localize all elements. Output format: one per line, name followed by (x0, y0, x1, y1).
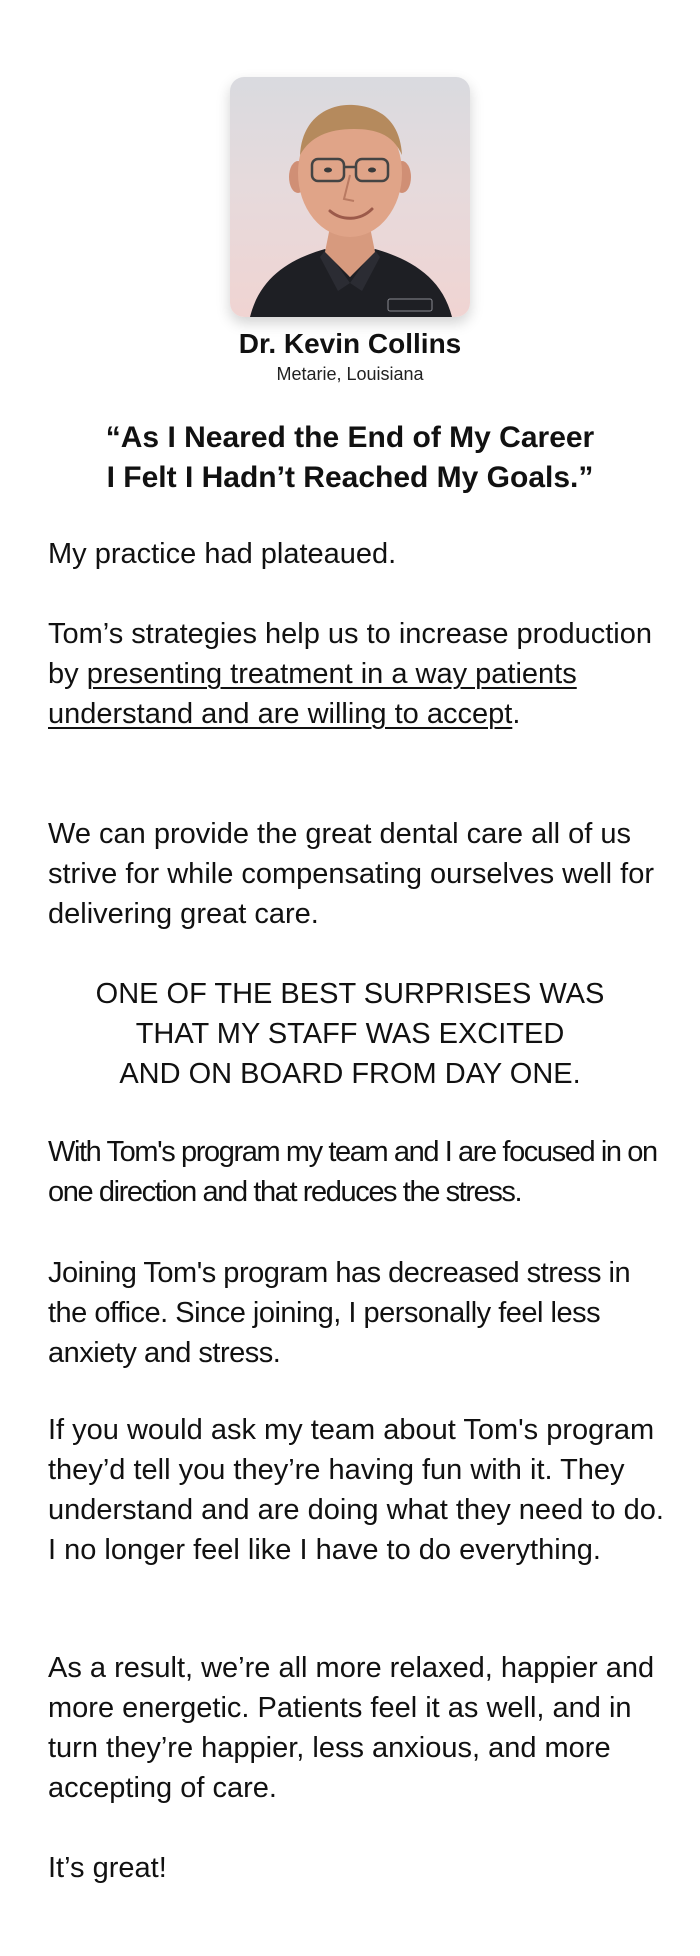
paragraph-dental-care: We can provide the great dental care all of us strive for while compensating ourselves well for delivering great care. (48, 818, 655, 930)
doctor-name: Dr. Kevin Collins (238, 328, 462, 359)
doctor-location: Metarie, Louisiana (276, 364, 424, 384)
paragraph-result: As a result, we’re all more relaxed, happier and more energetic. Patients feel it as well, and in turn they’re happier, less anxious, and more accepting of care. (48, 1652, 655, 1804)
paragraph-focus: With Tom's program my team and I are focused in on one direction and that reduces the stress. (48, 1136, 657, 1208)
headline-line-2: I Felt I Hadn’t Reached My Goals.” (106, 461, 594, 494)
paragraph-strategies-text: Tom’s strategies help us to increase production by (48, 618, 652, 690)
avatar (230, 77, 470, 317)
testimonial-headline (0, 418, 700, 498)
paragraph-plateau: My practice had plateaued. (48, 538, 397, 570)
portrait-photo (230, 77, 470, 317)
paragraph-team-fun: If you would ask my team about Tom's program they’d tell you they’re having fun with it. They understand and are doing what they need to do. I no longer feel like I have to do everything. (48, 1414, 664, 1566)
paragraph-closing: It’s great! (48, 1852, 167, 1884)
callout-line-3: AND ON BOARD FROM DAY ONE. (119, 1058, 581, 1090)
callout-line-1: ONE OF THE BEST SURPRISES WAS (95, 978, 605, 1010)
headline-line-1: “As I Neared the End of My Career (105, 421, 595, 454)
paragraph-strategies-end: . (512, 698, 521, 730)
callout-block (0, 974, 700, 1094)
underlined-phrase: presenting treatment in a way patients understand and are willing to accept (48, 658, 577, 730)
paragraph-decreased-stress: Joining Tom's program has decreased stress in the office. Since joining, I personally feel less anxiety and stress. (48, 1257, 631, 1369)
paragraph-strategies (48, 614, 668, 734)
callout-line-2: THAT MY STAFF WAS EXCITED (135, 1018, 565, 1050)
